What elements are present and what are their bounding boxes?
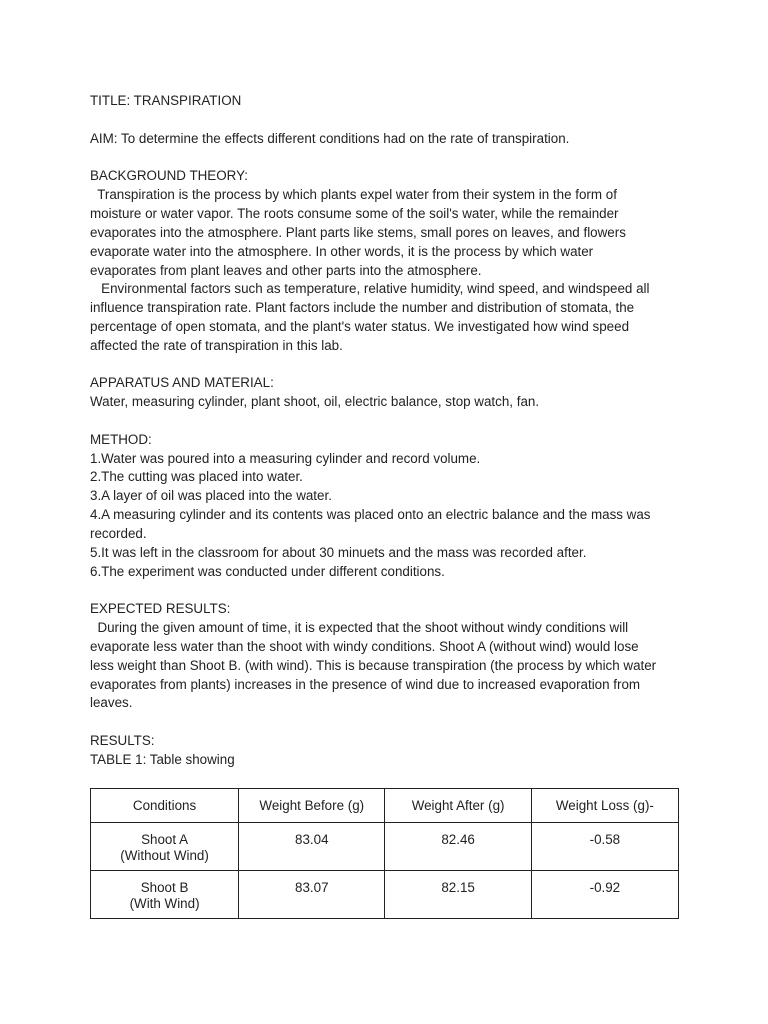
apparatus-line: Water, measuring cylinder, plant shoot, oil, electric balance, stop watch, fan. [90,394,540,409]
table-cell-weight-loss: -0.58 [531,823,678,871]
method-heading: METHOD: [90,432,152,447]
table-cell-condition [91,823,239,871]
background-heading: BACKGROUND THEORY: [90,168,248,183]
method-step: 2.The cutting was placed into water. [90,469,303,484]
background-line: Environmental factors such as temperature, relative humidity, wind speed, and windspeed all [90,281,650,296]
method-step: 4.A measuring cylinder and its contents was placed onto an electric balance and the mass was [90,507,651,522]
method-step: 5.It was left in the classroom for about 30 minuets and the mass was recorded after. [90,545,587,560]
expected-line: evaporates from plants) increases in the presence of wind due to increased evaporation from [90,677,641,692]
table-header-cell: Weight Before (g) [239,789,385,823]
expected-line: leaves. [90,695,133,710]
background-line: evaporates into the atmosphere. Plant parts like stems, small pores on leaves, and flowers [90,225,626,240]
expected-line: less weight than Shoot B. (with wind). This is because transpiration (the process by which water [90,658,657,673]
background-line: influence transpiration rate. Plant factors include the number and distribution of stomata, the [90,300,635,315]
expected-line: evaporate less water than the shoot with windy conditions. Shoot A (without wind) would lose [90,639,639,654]
condition-note: (Without Wind) [120,848,209,863]
background-line: Transpiration is the process by which plants expel water from their system in the form of [90,187,617,202]
background-line: percentage of open stomata, and the plant's water status. We investigated how wind speed [90,319,630,334]
table-caption: TABLE 1: Table showing [90,752,235,767]
aim-line: AIM: To determine the effects different conditions had on the rate of transpiration. [90,131,570,146]
table-cell-condition [91,871,239,919]
results-heading: RESULTS: [90,733,155,748]
background-line: moisture or water vapor. The roots consume some of the soil's water, while the remainder [90,206,619,221]
method-step: 6.The experiment was conducted under different conditions. [90,564,445,579]
apparatus-heading: APPARATUS AND MATERIAL: [90,375,274,390]
method-step: 3.A layer of oil was placed into the water. [90,488,332,503]
table-header-cell: Weight Loss (g)- [531,789,678,823]
table-header-cell: Conditions [91,789,239,823]
table-row [91,871,679,919]
table-header-cell: Weight After (g) [385,789,531,823]
method-step: 1.Water was poured into a measuring cylinder and record volume. [90,451,481,466]
table-header-row [91,789,679,823]
background-line: evaporates from plant leaves and other parts into the atmosphere. [90,263,482,278]
table-row [91,823,679,871]
condition-name: Shoot B [140,880,189,895]
background-line: evaporate water into the atmosphere. In other words, it is the process by which water [90,244,594,259]
table-cell-weight-after: 82.46 [385,823,531,871]
document-title: TITLE: TRANSPIRATION [90,93,242,108]
table-cell-weight-before: 83.07 [239,871,385,919]
table-cell-weight-loss: -0.92 [531,871,678,919]
table-cell-weight-after: 82.15 [385,871,531,919]
condition-note: (With Wind) [129,896,200,911]
expected-line: During the given amount of time, it is expected that the shoot without windy conditions will [90,620,629,635]
table-cell-weight-before: 83.04 [239,823,385,871]
expected-heading: EXPECTED RESULTS: [90,601,231,616]
condition-name: Shoot A [141,832,189,847]
results-table [90,788,679,919]
background-line: affected the rate of transpiration in this lab. [90,338,343,353]
method-step: recorded. [90,526,147,541]
